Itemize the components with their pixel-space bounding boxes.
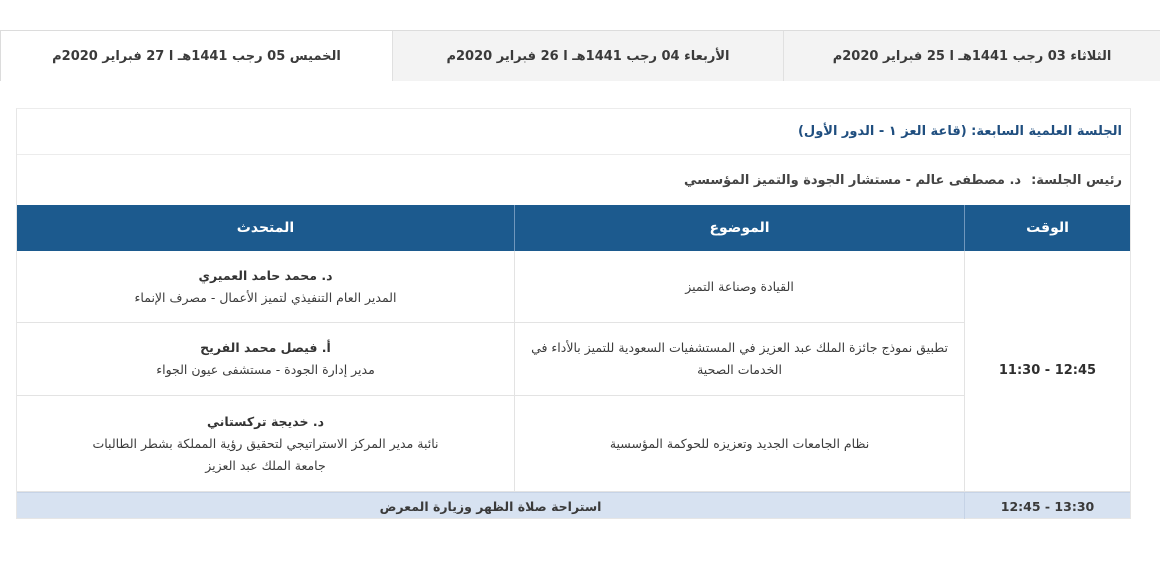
header-time: الوقت: [964, 205, 1130, 251]
header-topic: الموضوع: [514, 205, 964, 251]
table-row-topic: [514, 251, 964, 323]
chair-label: رئيس الجلسة:: [1031, 173, 1122, 188]
table-row-speaker: [17, 396, 514, 492]
session-title: الجلسة العلمية السابعة: (قاعة العز ١ - الدور الأول): [17, 109, 1130, 155]
topic-text: نظام الجامعات الجديد وتعزيزه للحوكمة المؤسسية: [609, 435, 870, 451]
topic-text: القيادة وصناعة التميز: [685, 278, 794, 294]
speaker-name: د. محمد حامد العميري: [198, 267, 333, 283]
session-chair: [17, 156, 1130, 205]
tab-tuesday[interactable]: الثلاثاء 03 رجب 1441هـ ا 25 فبراير 2020م: [783, 31, 1160, 81]
speaker-name: د. خديجة تركستاني: [207, 413, 324, 429]
speaker-title: مدير إدارة الجودة - مستشفى عيون الجواء: [156, 362, 375, 377]
table-header: [17, 205, 1130, 251]
break-time: 12:45 - 13:30: [964, 493, 1130, 519]
table-row-speaker: [17, 323, 514, 396]
session-panel: [16, 108, 1131, 519]
speaker-title: المدير العام التنفيذي لتميز الأعمال - مصرف الإنماء: [134, 289, 397, 305]
time-slot-cell: [964, 251, 1130, 492]
topic-text: الخدمات الصحية: [697, 362, 782, 377]
schedule-table: [17, 205, 1130, 520]
speaker-name: أ. فيصل محمد الفريح: [200, 340, 331, 355]
speaker-title: نائبة مدير المركز الاستراتيجي لتحقيق رؤية المملكة بشطر الطالبات: [92, 435, 439, 451]
break-label: استراحة صلاة الظهر وزيارة المعرض: [379, 498, 602, 514]
table-row-topic: [514, 323, 964, 396]
header-speaker: المتحدث: [236, 220, 295, 236]
tab-thursday[interactable]: الخميس 05 رجب 1441هـ ا 27 فبراير 2020م: [0, 31, 392, 81]
speaker-affiliation: جامعة الملك عبد العزيز: [205, 457, 326, 473]
day-tabs: [0, 30, 1160, 81]
table-row-topic: [514, 396, 964, 492]
time-slot: 11:30 - 12:45: [998, 363, 1097, 378]
tab-wednesday[interactable]: الأربعاء 04 رجب 1441هـ ا 26 فبراير 2020م: [392, 31, 783, 81]
break-row: [17, 492, 1130, 518]
topic-text: تطبيق نموذج جائزة الملك عبد العزيز في المستشفيات السعودية للتميز بالأداء في: [531, 340, 948, 355]
chair-value: د. مصطفى عالم - مستشار الجودة والتميز المؤسسي: [683, 173, 1022, 188]
table-row-speaker: [17, 251, 514, 323]
